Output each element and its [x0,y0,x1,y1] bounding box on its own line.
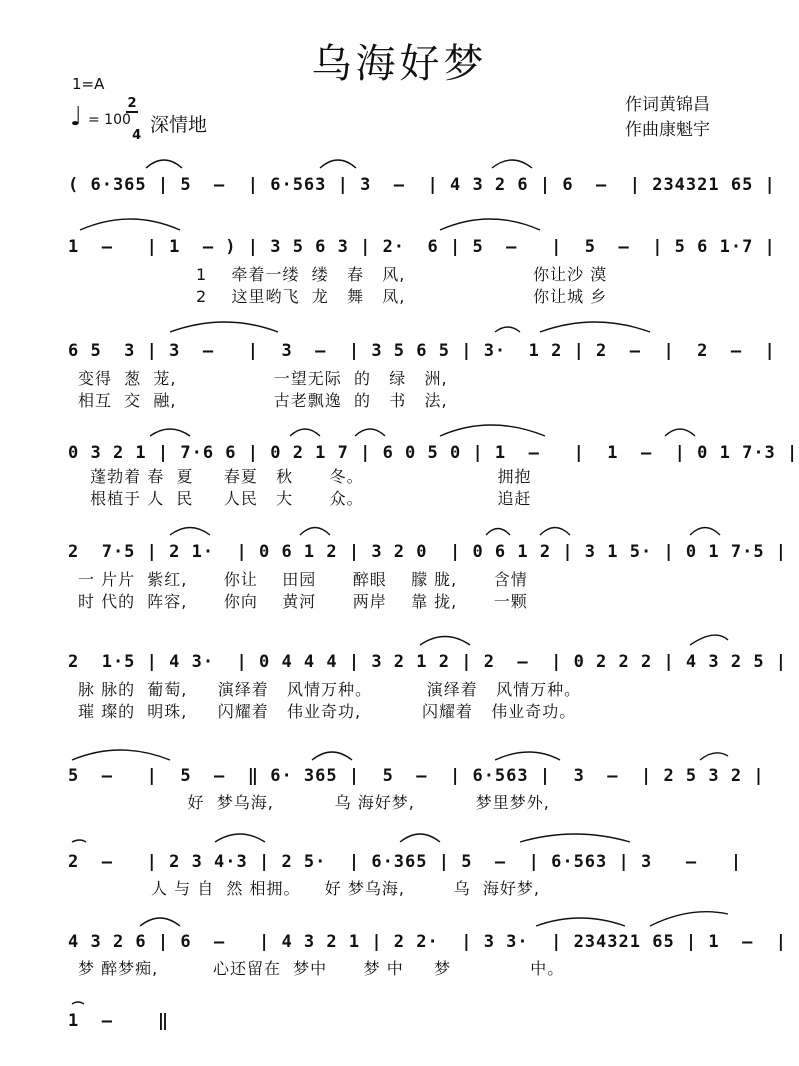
system-5-notes: 2 7·5 | 2 1· | 0 6 1 2 | 3 2 0 | 0 6 1 2 | 3 1 5· | 0 1 7·5 | [68,542,788,562]
system-2-notes: 1 – | 1 – ) | 3 5 6 3 | 2· 6 | 5 – | 5 – | 5 6 1·7 | [68,237,776,257]
tempo-value: = 100 [88,112,131,128]
system-3-lyrics-verse-2: 相互 交 融, 古老飘逸 的 书 法, [78,391,448,410]
system-3-lyrics-verse-1: 变得 葱 茏, 一望无际 的 绿 洲, [78,369,448,388]
time-signature-top: 2 [127,96,137,111]
system-9-lyrics: 梦 醉梦痴, 心还留在 梦中 梦 中 梦 中。 [78,959,565,978]
composer-credit: 作曲康魁宇 [625,120,710,140]
key-signature: 1=A [72,75,105,93]
quarter-note-icon: ♩ [70,102,83,132]
system-1-notes: ( 6·365 | 5 – | 6·563 | 3 – | 4 3 2 6 | 6 – | 234321 65 | [68,175,776,195]
system-6-notes: 2 1·5 | 4 3· | 0 4 4 4 | 3 2 1 2 | 2 – | 0 2 2 2 | 4 3 2 5 | [68,652,788,672]
system-3-notes: 6 5 3 | 3 – | 3 – | 3 5 6 5 | 3· 1 2 | 2 – | 2 – | [68,341,776,361]
system-10-notes: 1 – ‖ [68,1011,170,1031]
system-7-lyrics: 好 梦乌海, 乌 海好梦, 梦里梦外, [78,793,550,812]
system-4-lyrics-verse-2: 根植于 人 民 人民 大 众。 追赶 [78,489,532,508]
system-7-notes: 5 – | 5 – ‖ 6· 365 | 5 – | 6·563 | 3 – | 2 5 3 2 | [68,766,765,786]
system-6-lyrics-verse-1: 脉 脉的 葡萄, 演绎着 风情万种。 演绎着 风情万种。 [78,680,582,699]
system-8-notes: 2 – | 2 3 4·3 | 2 5· | 6·365 | 5 – | 6·563 | 3 – | [68,852,743,872]
system-4-lyrics-verse-1: 蓬勃着 春 夏 春夏 秋 冬。 拥抱 [78,467,532,486]
system-2-lyrics-verse-1: 1 牵着一缕 缕 春 风, 你让沙 漠 [196,265,608,284]
time-signature-bottom: 4 [132,128,142,143]
lyricist-credit: 作词黄锦昌 [625,95,710,115]
system-2-lyrics-verse-2: 2 这里哟飞 龙 舞 凤, 你让城 乡 [196,287,608,306]
system-4-notes: 0 3 2 1 | 7·6 6 | 0 2 1 7 | 6 0 5 0 | 1 – | 1 – | 0 1 7·3 | [68,443,799,463]
system-8-lyrics: 人 与 自 然 相拥。 好 梦乌海, 乌 海好梦, [78,879,540,898]
song-title: 乌海好梦 [311,41,488,87]
system-5-lyrics-verse-1: 一 片片 紫红, 你让 田园 醉眼 朦 胧, 含情 [78,570,528,589]
expression-marking: 深情地 [150,114,208,136]
system-6-lyrics-verse-2: 璀 璨的 明珠, 闪耀着 伟业奇功, 闪耀着 伟业奇功。 [78,702,577,721]
system-5-lyrics-verse-2: 时 代的 阵容, 你向 黄河 两岸 靠 拢, 一颗 [78,592,528,611]
system-9-notes: 4 3 2 6 | 6 – | 4 3 2 1 | 2 2· | 3 3· | 234321 65 | 1 – | [68,932,788,952]
